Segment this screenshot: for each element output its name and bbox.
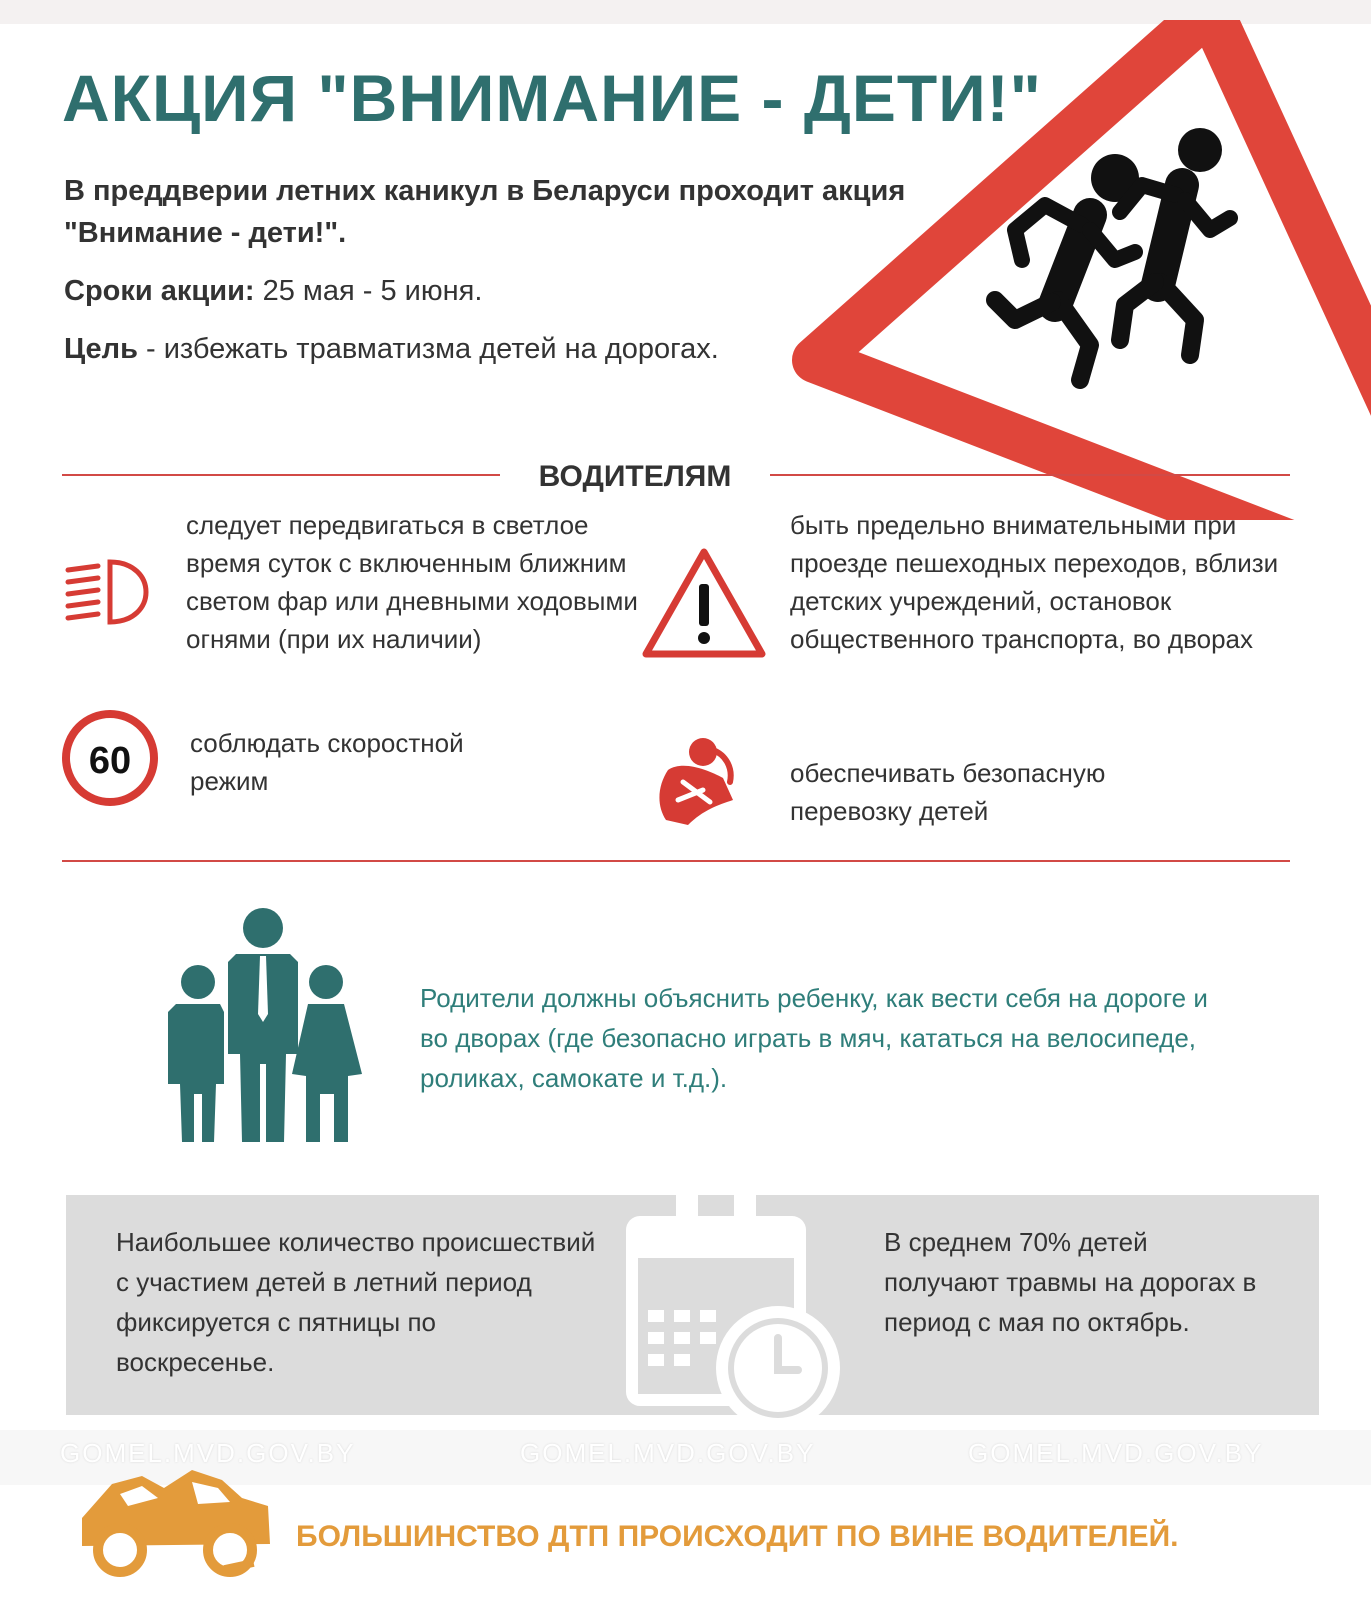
watermark-3: GOMEL.MVD.GOV.BY — [968, 1438, 1264, 1468]
goal-line — [64, 328, 784, 370]
goal-value: - избежать травматизма детей на дорогах. — [137, 333, 719, 365]
headlight-icon — [58, 552, 168, 632]
watermark-2: GOMEL.MVD.GOV.BY — [520, 1438, 816, 1468]
driver-item-child-transport: обеспечивать безопасную перевозку детей — [790, 758, 1106, 826]
drivers-divider-bottom — [62, 860, 1290, 862]
stats-right-text: В среднем 70% детей получают травмы на дорогах в период с мая по октябрь. — [884, 1227, 1257, 1337]
terms-label: Сроки акции: — [64, 275, 255, 307]
goal-label: Цель — [64, 333, 138, 365]
drivers-heading: ВОДИТЕЛЯМ — [500, 460, 770, 494]
terms-value: 25 мая - 5 июня. — [254, 275, 483, 307]
driver-item-speed: соблюдать скоростной режим — [190, 728, 464, 796]
parents-text: Родители должны объяснить ребенку, как вести себя на дороге и во дворах (где безопасно играть в мяч, кататься на велосипеде, роликах, самокате и т.д.). — [420, 983, 1208, 1093]
crashed-car-icon — [72, 1458, 282, 1578]
driver-item-attention: быть предельно внимательными при проезде пешеходных переходов, вблизи детских учреждений, остановок общественного транспорта, во дворах — [790, 510, 1279, 654]
calendar-clock-icon — [618, 1180, 848, 1430]
warning-icon — [638, 544, 770, 662]
family-icon — [158, 904, 368, 1142]
driver-item-headlights: следует передвигаться в светлое время суток с включенным ближним светом фар или дневными ходовыми огнями (при их наличии) — [186, 510, 638, 654]
speed-limit-icon — [62, 710, 158, 806]
speed-limit-value: 60 — [88, 740, 132, 782]
watermark-1: GOMEL.MVD.GOV.BY — [60, 1438, 356, 1468]
child-seat-icon — [648, 730, 748, 835]
footer-text: БОЛЬШИНСТВО ДТП ПРОИСХОДИТ ПО ВИНЕ ВОДИТЕЛЕЙ. — [296, 1520, 1179, 1553]
page-title: АКЦИЯ "ВНИМАНИЕ - ДЕТИ!" — [62, 61, 1042, 135]
terms-line — [64, 270, 864, 312]
stats-left-text: Наибольшее количество происшествий с участием детей в летний период фиксируется с пятницы по воскресенье. — [116, 1227, 596, 1377]
intro-text: В преддверии летних каникул в Беларуси проходит акция "Внимание - дети!". — [64, 175, 906, 249]
